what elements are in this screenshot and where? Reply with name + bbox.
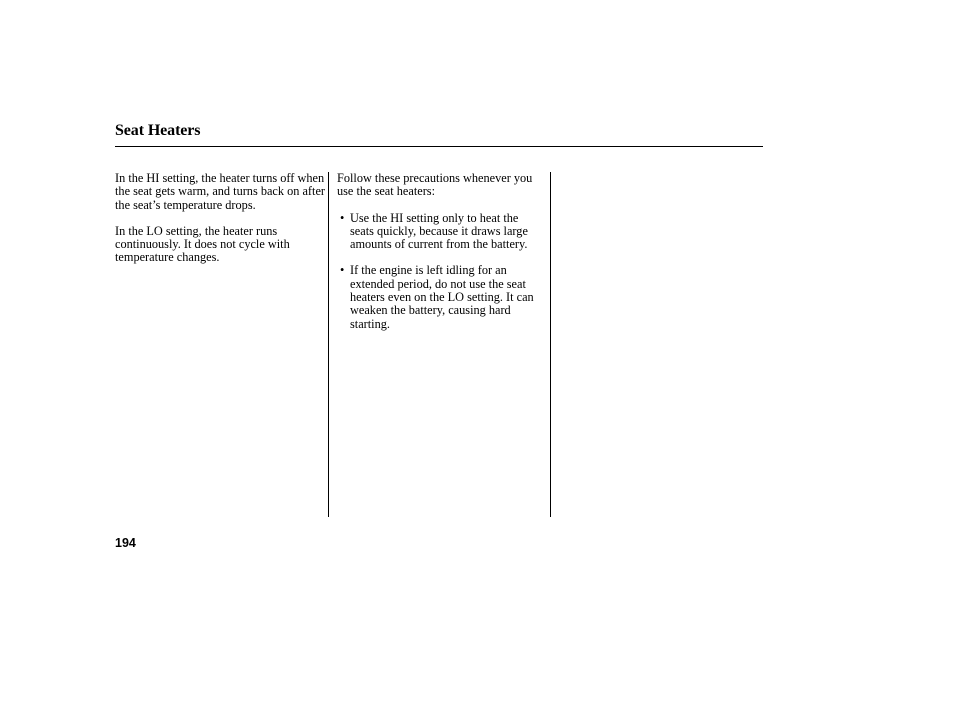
- precautions-intro: Follow these precautions whenever you use the seat heaters:: [337, 171, 533, 199]
- section-title: Seat Heaters: [115, 122, 201, 139]
- precautions-list: [337, 212, 542, 331]
- bullet-marker: •: [340, 210, 345, 225]
- bullet-marker: •: [340, 263, 345, 278]
- precaution-item: [337, 212, 542, 252]
- column-divider-left: [328, 172, 329, 517]
- column-left: [115, 172, 325, 278]
- precaution-item: [337, 264, 542, 330]
- lo-setting-paragraph: In the LO setting, the heater runs continuously. It does not cycle with temperature changes.: [115, 223, 290, 265]
- page-number: 194: [115, 536, 136, 550]
- precaution-text-idling: If the engine is left idling for an extended period, do not use the seat heaters even on the LO setting. It can weaken the battery, causing hard starting.: [350, 263, 534, 331]
- title-rule: [115, 146, 763, 147]
- precaution-text-hi: Use the HI setting only to heat the seats quickly, because it draws large amounts of current from the battery.: [350, 210, 528, 252]
- hi-setting-paragraph: In the HI setting, the heater turns off when the seat gets warm, and turns back on after the seat’s temperature drops.: [115, 171, 325, 212]
- column-divider-right: [550, 172, 551, 517]
- column-middle: [337, 172, 542, 344]
